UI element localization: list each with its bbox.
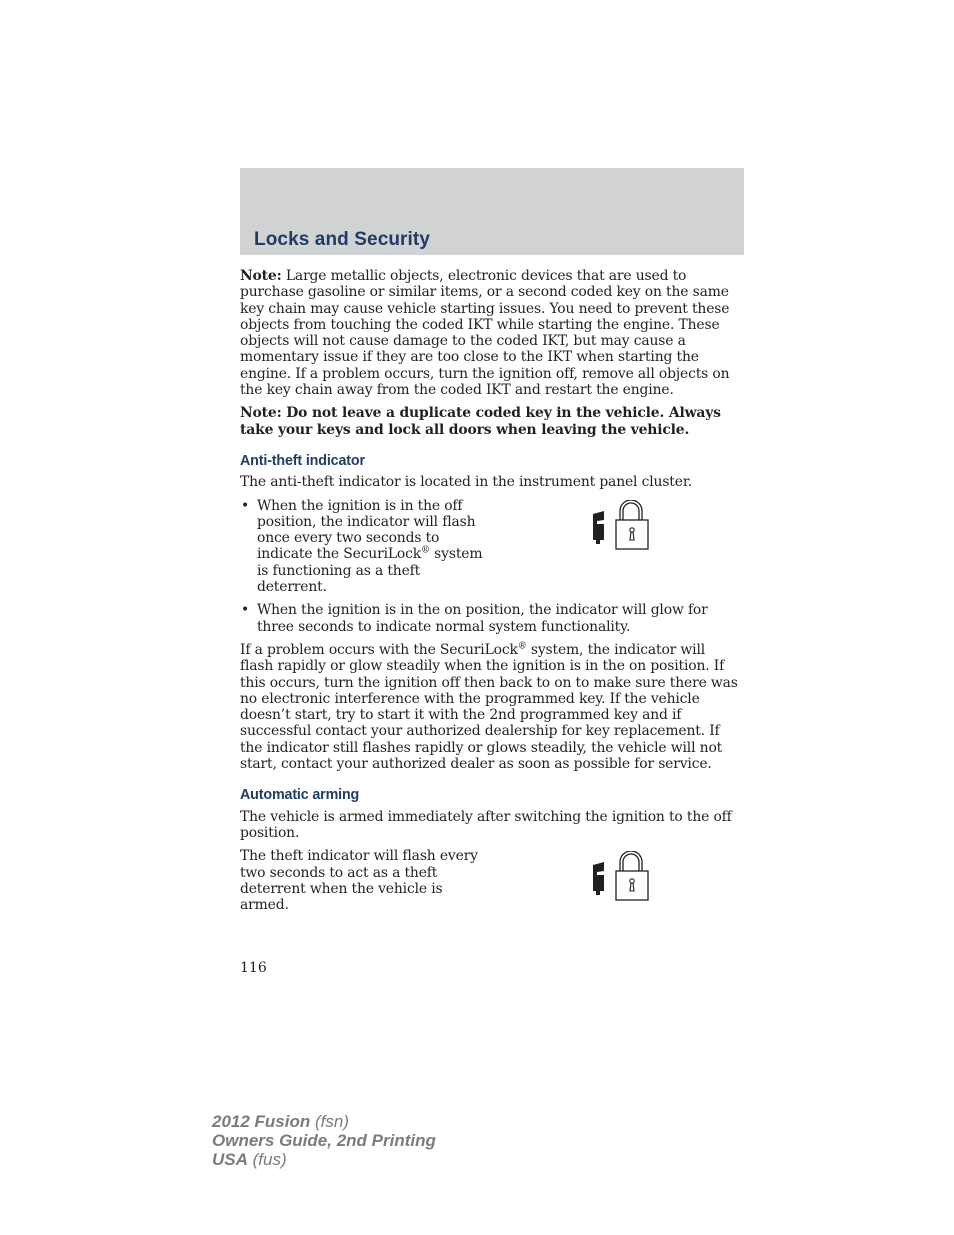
- arming-paragraph: The vehicle is armed immediately after switching the ignition to the off position.: [240, 808, 732, 841]
- bullet-text: When the ignition is in the on position, the indicator will glow for three seconds to indicate normal system functionality.: [257, 602, 708, 635]
- page-number: 116: [240, 960, 267, 976]
- problem-text: If a problem occurs with the SecuriLock: [240, 641, 518, 658]
- section-header-band: [240, 168, 744, 255]
- footer-line-3: [212, 1150, 436, 1169]
- bullet-text: When the ignition is in the off position, the indicator will flash once every two seconds to indicate the SecuriLock: [257, 497, 476, 563]
- footer-market-code: (fus): [247, 1150, 287, 1169]
- footer-line-1: [212, 1112, 436, 1131]
- note-label: Note:: [240, 268, 282, 284]
- list-item: [240, 602, 740, 635]
- bullet-text-continued: system is functioning as a theft deterrent.: [257, 546, 483, 596]
- problem-paragraph: [240, 642, 740, 772]
- footer-model-code: (fsn): [310, 1112, 349, 1131]
- page-content: [240, 268, 740, 920]
- anti-theft-intro: The anti-theft indicator is located in the instrument panel cluster.: [240, 474, 693, 491]
- footer-model: 2012 Fusion: [212, 1112, 311, 1131]
- footer-market: USA: [212, 1150, 248, 1169]
- document-footer: [212, 1112, 436, 1169]
- car-padlock-icon: [592, 851, 652, 901]
- section-title: Locks and Security: [254, 229, 431, 250]
- car-padlock-icon: [592, 500, 652, 550]
- theft-indicator-paragraph: The theft indicator will flash every two seconds to act as a theft deterrent when the vehicle is armed.: [240, 848, 478, 914]
- bullet-marker: •: [241, 497, 250, 514]
- list-item: [240, 498, 487, 596]
- note-paragraph: [240, 268, 740, 398]
- problem-text-continued: system, the indicator will flash rapidly or glow steadily when the ignition is in the on position. If this occurs, turn the ignition off then back to on to make sure there was no electronic interference with the programmed key. If the vehicle doesn’t start, try to start it with the 2nd programmed key and if successful contact your authorized dealership for key replacement. If the indicator still flashes rapidly or glows steadily, the vehicle will not start, contact your authorized dealer as soon as possible for service.: [240, 641, 738, 773]
- bullet-marker: •: [241, 602, 250, 619]
- registered-mark: ®: [517, 641, 527, 652]
- footer-line-2: Owners Guide, 2nd Printing: [212, 1131, 436, 1150]
- registered-mark: ®: [421, 545, 430, 556]
- automatic-arming-heading: Automatic arming: [240, 787, 360, 804]
- duplicate-key-note: Note: Do not leave a duplicate coded key in the vehicle. Always take your keys and lock all doors when leaving the vehicle.: [240, 405, 721, 438]
- anti-theft-heading: Anti-theft indicator: [240, 452, 365, 469]
- note-text: Large metallic objects, electronic devices that are used to purchase gasoline or similar items, or a second coded key on the same key chain may cause vehicle starting issues. You need to prevent these objects from touching the coded IKT while starting the engine. These objects will not cause damage to the coded IKT, but may cause a momentary issue if they are too close to the IKT when starting the engine. If a problem occurs, turn the ignition off, remove all objects on the key chain away from the coded IKT and restart the engine.: [240, 268, 730, 399]
